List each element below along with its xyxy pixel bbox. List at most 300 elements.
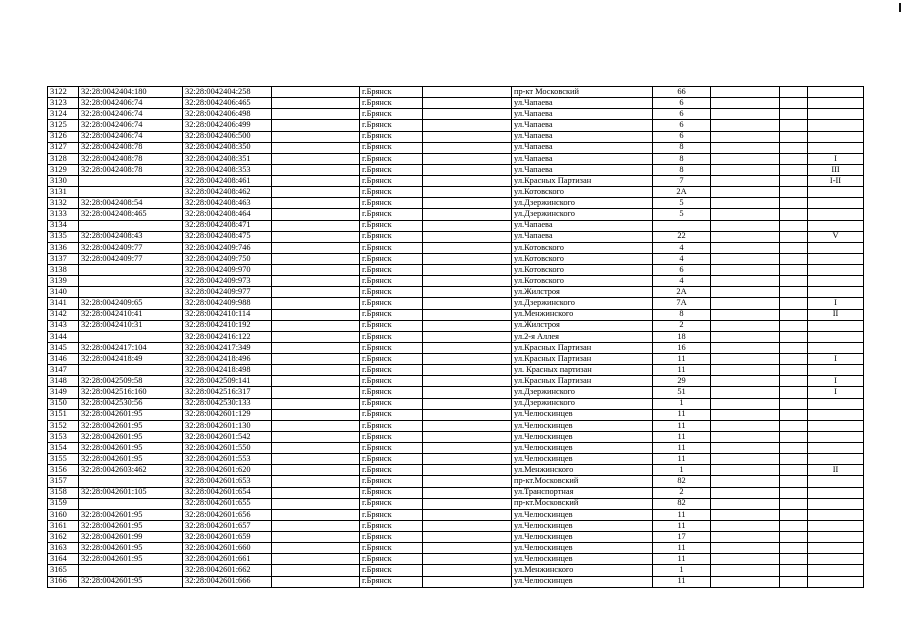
street-name: ул.Дзержинского (512, 398, 653, 409)
empty-cell (272, 509, 360, 520)
empty-cell (423, 242, 512, 253)
empty-cell (780, 465, 808, 476)
row-number: 3143 (48, 320, 79, 331)
city-name: г.Брянск (360, 198, 423, 209)
house-number: 1 (653, 398, 711, 409)
row-number: 3162 (48, 532, 79, 543)
house-number: 82 (653, 498, 711, 509)
empty-cell (423, 153, 512, 164)
house-number: 11 (653, 431, 711, 442)
street-name: ул.Челюскинцев (512, 431, 653, 442)
row-number: 3148 (48, 376, 79, 387)
street-name: ул.Чапаева (512, 153, 653, 164)
empty-cell (711, 164, 780, 175)
city-name: г.Брянск (360, 142, 423, 153)
empty-cell (780, 342, 808, 353)
table-row (48, 164, 864, 175)
empty-cell (423, 87, 512, 98)
table-row (48, 131, 864, 142)
parcel-cadastral-number: 32:28:0042410:41 (79, 309, 183, 320)
apartment-number (808, 476, 864, 487)
empty-cell (780, 331, 808, 342)
empty-cell (711, 253, 780, 264)
empty-cell (272, 87, 360, 98)
empty-cell (780, 164, 808, 175)
empty-cell (780, 287, 808, 298)
empty-cell (780, 131, 808, 142)
empty-cell (780, 498, 808, 509)
empty-cell (780, 420, 808, 431)
parcel-cadastral-number: 32:28:0042417:104 (79, 342, 183, 353)
row-number: 3150 (48, 398, 79, 409)
apartment-number (808, 198, 864, 209)
empty-cell (272, 331, 360, 342)
apartment-number (808, 109, 864, 120)
apartment-number (808, 220, 864, 231)
empty-cell (272, 231, 360, 242)
row-number: 3139 (48, 276, 79, 287)
apartment-number (808, 509, 864, 520)
empty-cell (423, 187, 512, 198)
row-number: 3127 (48, 142, 79, 153)
city-name: г.Брянск (360, 164, 423, 175)
street-name: ул.Челюскинцев (512, 576, 653, 587)
table-row (48, 120, 864, 131)
table-row (48, 153, 864, 164)
city-name: г.Брянск (360, 509, 423, 520)
empty-cell (272, 554, 360, 565)
city-name: г.Брянск (360, 298, 423, 309)
row-number: 3140 (48, 287, 79, 298)
object-cadastral-number: 32:28:0042409:977 (183, 287, 272, 298)
apartment-number (808, 331, 864, 342)
empty-cell (423, 354, 512, 365)
empty-cell (272, 198, 360, 209)
empty-cell (780, 487, 808, 498)
empty-cell (423, 164, 512, 175)
apartment-number (808, 342, 864, 353)
empty-cell (272, 209, 360, 220)
city-name: г.Брянск (360, 543, 423, 554)
apartment-number (808, 543, 864, 554)
row-number: 3155 (48, 454, 79, 465)
empty-cell (780, 153, 808, 164)
object-cadastral-number: 32:28:0042408:462 (183, 187, 272, 198)
row-number: 3141 (48, 298, 79, 309)
street-name: ул.Дзержинского (512, 198, 653, 209)
city-name: г.Брянск (360, 554, 423, 565)
empty-cell (272, 109, 360, 120)
city-name: г.Брянск (360, 354, 423, 365)
empty-cell (711, 576, 780, 587)
house-number (653, 220, 711, 231)
apartment-number (808, 265, 864, 276)
parcel-cadastral-number: 32:28:0042601:95 (79, 443, 183, 454)
empty-cell (272, 443, 360, 454)
empty-cell (423, 554, 512, 565)
object-cadastral-number: 32:28:0042409:750 (183, 253, 272, 264)
table-row (48, 509, 864, 520)
empty-cell (272, 142, 360, 153)
empty-cell (711, 498, 780, 509)
empty-cell (780, 365, 808, 376)
parcel-cadastral-number (79, 265, 183, 276)
parcel-cadastral-number: 32:28:0042406:74 (79, 98, 183, 109)
house-number: 7А (653, 298, 711, 309)
empty-cell (711, 543, 780, 554)
street-name: пр-кт Московский (512, 87, 653, 98)
empty-cell (711, 476, 780, 487)
parcel-cadastral-number: 32:28:0042406:74 (79, 109, 183, 120)
apartment-number: I (808, 387, 864, 398)
house-number: 6 (653, 98, 711, 109)
empty-cell (423, 309, 512, 320)
apartment-number (808, 487, 864, 498)
parcel-cadastral-number (79, 331, 183, 342)
apartment-number (808, 131, 864, 142)
street-name: ул.Котовского (512, 242, 653, 253)
object-cadastral-number: 32:28:0042509:141 (183, 376, 272, 387)
apartment-number (808, 253, 864, 264)
empty-cell (711, 520, 780, 531)
empty-cell (711, 487, 780, 498)
empty-cell (423, 98, 512, 109)
empty-cell (272, 420, 360, 431)
house-number: 11 (653, 543, 711, 554)
empty-cell (711, 87, 780, 98)
empty-cell (711, 276, 780, 287)
empty-cell (780, 431, 808, 442)
apartment-number (808, 98, 864, 109)
city-name: г.Брянск (360, 476, 423, 487)
apartment-number (808, 431, 864, 442)
street-name: ул.Транспортная (512, 487, 653, 498)
table-row (48, 98, 864, 109)
empty-cell (423, 376, 512, 387)
parcel-cadastral-number: 32:28:0042601:95 (79, 420, 183, 431)
row-number: 3145 (48, 342, 79, 353)
empty-cell (272, 98, 360, 109)
empty-cell (423, 565, 512, 576)
empty-cell (272, 476, 360, 487)
row-number: 3156 (48, 465, 79, 476)
parcel-cadastral-number: 32:28:0042409:77 (79, 253, 183, 264)
apartment-number: II (808, 465, 864, 476)
street-name: ул.Челюскинцев (512, 554, 653, 565)
row-number: 3149 (48, 387, 79, 398)
empty-cell (711, 265, 780, 276)
street-name: ул.Котовского (512, 265, 653, 276)
object-cadastral-number: 32:28:0042601:653 (183, 476, 272, 487)
empty-cell (711, 298, 780, 309)
empty-cell (423, 342, 512, 353)
object-cadastral-number: 32:28:0042601:620 (183, 465, 272, 476)
house-number: 8 (653, 164, 711, 175)
empty-cell (272, 131, 360, 142)
table-row (48, 209, 864, 220)
table-row (48, 242, 864, 253)
street-name: ул.Чапаева (512, 109, 653, 120)
empty-cell (780, 476, 808, 487)
object-cadastral-number: 32:28:0042516:317 (183, 387, 272, 398)
empty-cell (423, 142, 512, 153)
object-cadastral-number: 32:28:0042409:970 (183, 265, 272, 276)
empty-cell (711, 331, 780, 342)
empty-cell (780, 409, 808, 420)
empty-cell (423, 198, 512, 209)
empty-cell (272, 576, 360, 587)
house-number: 11 (653, 454, 711, 465)
empty-cell (272, 354, 360, 365)
apartment-number: I (808, 153, 864, 164)
city-name: г.Брянск (360, 231, 423, 242)
empty-cell (780, 354, 808, 365)
street-name: ул.Челюскинцев (512, 509, 653, 520)
apartment-number (808, 409, 864, 420)
table-row (48, 109, 864, 120)
empty-cell (423, 298, 512, 309)
empty-cell (423, 398, 512, 409)
street-name: ул.Менжинского (512, 565, 653, 576)
empty-cell (780, 187, 808, 198)
street-name: ул.Челюскинцев (512, 443, 653, 454)
apartment-number: III (808, 164, 864, 175)
city-name: г.Брянск (360, 187, 423, 198)
empty-cell (272, 498, 360, 509)
parcel-cadastral-number: 32:28:0042404:180 (79, 87, 183, 98)
empty-cell (272, 431, 360, 442)
row-number: 3154 (48, 443, 79, 454)
empty-cell (272, 164, 360, 175)
empty-cell (423, 209, 512, 220)
parcel-cadastral-number: 32:28:0042530:56 (79, 398, 183, 409)
table-row (48, 576, 864, 587)
row-number: 3159 (48, 498, 79, 509)
row-number: 3123 (48, 98, 79, 109)
house-number: 11 (653, 365, 711, 376)
city-name: г.Брянск (360, 420, 423, 431)
empty-cell (711, 398, 780, 409)
row-number: 3161 (48, 520, 79, 531)
row-number: 3130 (48, 176, 79, 187)
parcel-cadastral-number: 32:28:0042408:78 (79, 142, 183, 153)
apartment-number (808, 565, 864, 576)
row-number: 3151 (48, 409, 79, 420)
empty-cell (780, 142, 808, 153)
parcel-cadastral-number: 32:28:0042601:95 (79, 520, 183, 531)
empty-cell (272, 520, 360, 531)
apartment-number (808, 242, 864, 253)
house-number: 11 (653, 509, 711, 520)
empty-cell (780, 454, 808, 465)
empty-cell (711, 509, 780, 520)
city-name: г.Брянск (360, 576, 423, 587)
object-cadastral-number: 32:28:0042601:654 (183, 487, 272, 498)
city-name: г.Брянск (360, 387, 423, 398)
object-cadastral-number: 32:28:0042601:662 (183, 565, 272, 576)
object-cadastral-number: 32:28:0042601:657 (183, 520, 272, 531)
empty-cell (423, 543, 512, 554)
object-cadastral-number: 32:28:0042416:122 (183, 331, 272, 342)
parcel-cadastral-number (79, 498, 183, 509)
row-number: 3164 (48, 554, 79, 565)
object-cadastral-number: 32:28:0042418:496 (183, 354, 272, 365)
table-row (48, 320, 864, 331)
city-name: г.Брянск (360, 532, 423, 543)
object-cadastral-number: 32:28:0042601:666 (183, 576, 272, 587)
street-name: ул.Дзержинского (512, 298, 653, 309)
parcel-cadastral-number: 32:28:0042601:95 (79, 509, 183, 520)
empty-cell (780, 209, 808, 220)
street-name: ул.Челюскинцев (512, 532, 653, 543)
empty-cell (423, 231, 512, 242)
street-name: ул.Дзержинского (512, 209, 653, 220)
row-number: 3157 (48, 476, 79, 487)
parcel-cadastral-number: 32:28:0042408:54 (79, 198, 183, 209)
apartment-number (808, 420, 864, 431)
house-number: 8 (653, 142, 711, 153)
empty-cell (272, 454, 360, 465)
row-number: 3122 (48, 87, 79, 98)
object-cadastral-number: 32:28:0042601:659 (183, 532, 272, 543)
street-name: ул. Красных партизан (512, 365, 653, 376)
row-number: 3125 (48, 120, 79, 131)
empty-cell (272, 309, 360, 320)
parcel-cadastral-number: 32:28:0042406:74 (79, 120, 183, 131)
street-name: ул.Жилстроя (512, 320, 653, 331)
row-number: 3131 (48, 187, 79, 198)
apartment-number (808, 365, 864, 376)
row-number: 3160 (48, 509, 79, 520)
table-row (48, 187, 864, 198)
house-number: 11 (653, 443, 711, 454)
parcel-cadastral-number: 32:28:0042603:462 (79, 465, 183, 476)
street-name: ул.Челюскинцев (512, 420, 653, 431)
parcel-cadastral-number: 32:28:0042408:465 (79, 209, 183, 220)
house-number: 82 (653, 476, 711, 487)
empty-cell (780, 87, 808, 98)
empty-cell (272, 220, 360, 231)
empty-cell (272, 298, 360, 309)
table-row (48, 331, 864, 342)
parcel-cadastral-number: 32:28:0042409:77 (79, 242, 183, 253)
row-number: 3132 (48, 198, 79, 209)
parcel-cadastral-number: 32:28:0042406:74 (79, 131, 183, 142)
empty-cell (423, 253, 512, 264)
house-number: 5 (653, 209, 711, 220)
empty-cell (780, 253, 808, 264)
empty-cell (711, 176, 780, 187)
table-row (48, 454, 864, 465)
city-name: г.Брянск (360, 242, 423, 253)
city-name: г.Брянск (360, 320, 423, 331)
table-row (48, 554, 864, 565)
street-name: ул.Челюскинцев (512, 543, 653, 554)
house-number: 11 (653, 520, 711, 531)
empty-cell (780, 309, 808, 320)
object-cadastral-number: 32:28:0042417:349 (183, 342, 272, 353)
object-cadastral-number: 32:28:0042601:656 (183, 509, 272, 520)
empty-cell (711, 320, 780, 331)
empty-cell (780, 554, 808, 565)
street-name: ул.Красных Партизан (512, 376, 653, 387)
row-number: 3153 (48, 431, 79, 442)
empty-cell (272, 287, 360, 298)
row-number: 3133 (48, 209, 79, 220)
apartment-number: I-II (808, 176, 864, 187)
city-name: г.Брянск (360, 465, 423, 476)
row-number: 3136 (48, 242, 79, 253)
empty-cell (272, 176, 360, 187)
empty-cell (272, 320, 360, 331)
street-name: ул.Челюскинцев (512, 409, 653, 420)
house-number: 22 (653, 231, 711, 242)
street-name: ул.Менжинского (512, 465, 653, 476)
empty-cell (780, 565, 808, 576)
empty-cell (272, 342, 360, 353)
city-name: г.Брянск (360, 409, 423, 420)
row-number: 3129 (48, 164, 79, 175)
object-cadastral-number: 32:28:0042530:133 (183, 398, 272, 409)
parcel-cadastral-number: 32:28:0042601:95 (79, 576, 183, 587)
empty-cell (423, 220, 512, 231)
empty-cell (711, 153, 780, 164)
empty-cell (423, 265, 512, 276)
street-name: ул.Чапаева (512, 220, 653, 231)
row-number: 3137 (48, 253, 79, 264)
city-name: г.Брянск (360, 443, 423, 454)
row-number: 3138 (48, 265, 79, 276)
city-name: г.Брянск (360, 376, 423, 387)
table-row (48, 342, 864, 353)
city-name: г.Брянск (360, 331, 423, 342)
object-cadastral-number: 32:28:0042601:129 (183, 409, 272, 420)
empty-cell (780, 109, 808, 120)
house-number: 18 (653, 331, 711, 342)
street-name: ул.Чапаева (512, 142, 653, 153)
empty-cell (711, 131, 780, 142)
empty-cell (711, 287, 780, 298)
apartment-number: V (808, 231, 864, 242)
empty-cell (423, 431, 512, 442)
row-number: 3158 (48, 487, 79, 498)
table-row (48, 176, 864, 187)
house-number: 29 (653, 376, 711, 387)
city-name: г.Брянск (360, 120, 423, 131)
empty-cell (780, 120, 808, 131)
city-name: г.Брянск (360, 98, 423, 109)
street-name: ул.Жилстроя (512, 287, 653, 298)
object-cadastral-number: 32:28:0042406:499 (183, 120, 272, 131)
table-row (48, 398, 864, 409)
empty-cell (780, 509, 808, 520)
table-row (48, 443, 864, 454)
empty-cell (711, 431, 780, 442)
table-row (48, 220, 864, 231)
empty-cell (780, 543, 808, 554)
street-name: ул.Чапаева (512, 120, 653, 131)
table-row (48, 354, 864, 365)
empty-cell (272, 276, 360, 287)
city-name: г.Брянск (360, 454, 423, 465)
object-cadastral-number: 32:28:0042601:661 (183, 554, 272, 565)
empty-cell (423, 498, 512, 509)
object-cadastral-number: 32:28:0042601:655 (183, 498, 272, 509)
parcel-cadastral-number (79, 287, 183, 298)
empty-cell (780, 231, 808, 242)
apartment-number (808, 532, 864, 543)
object-cadastral-number: 32:28:0042408:461 (183, 176, 272, 187)
